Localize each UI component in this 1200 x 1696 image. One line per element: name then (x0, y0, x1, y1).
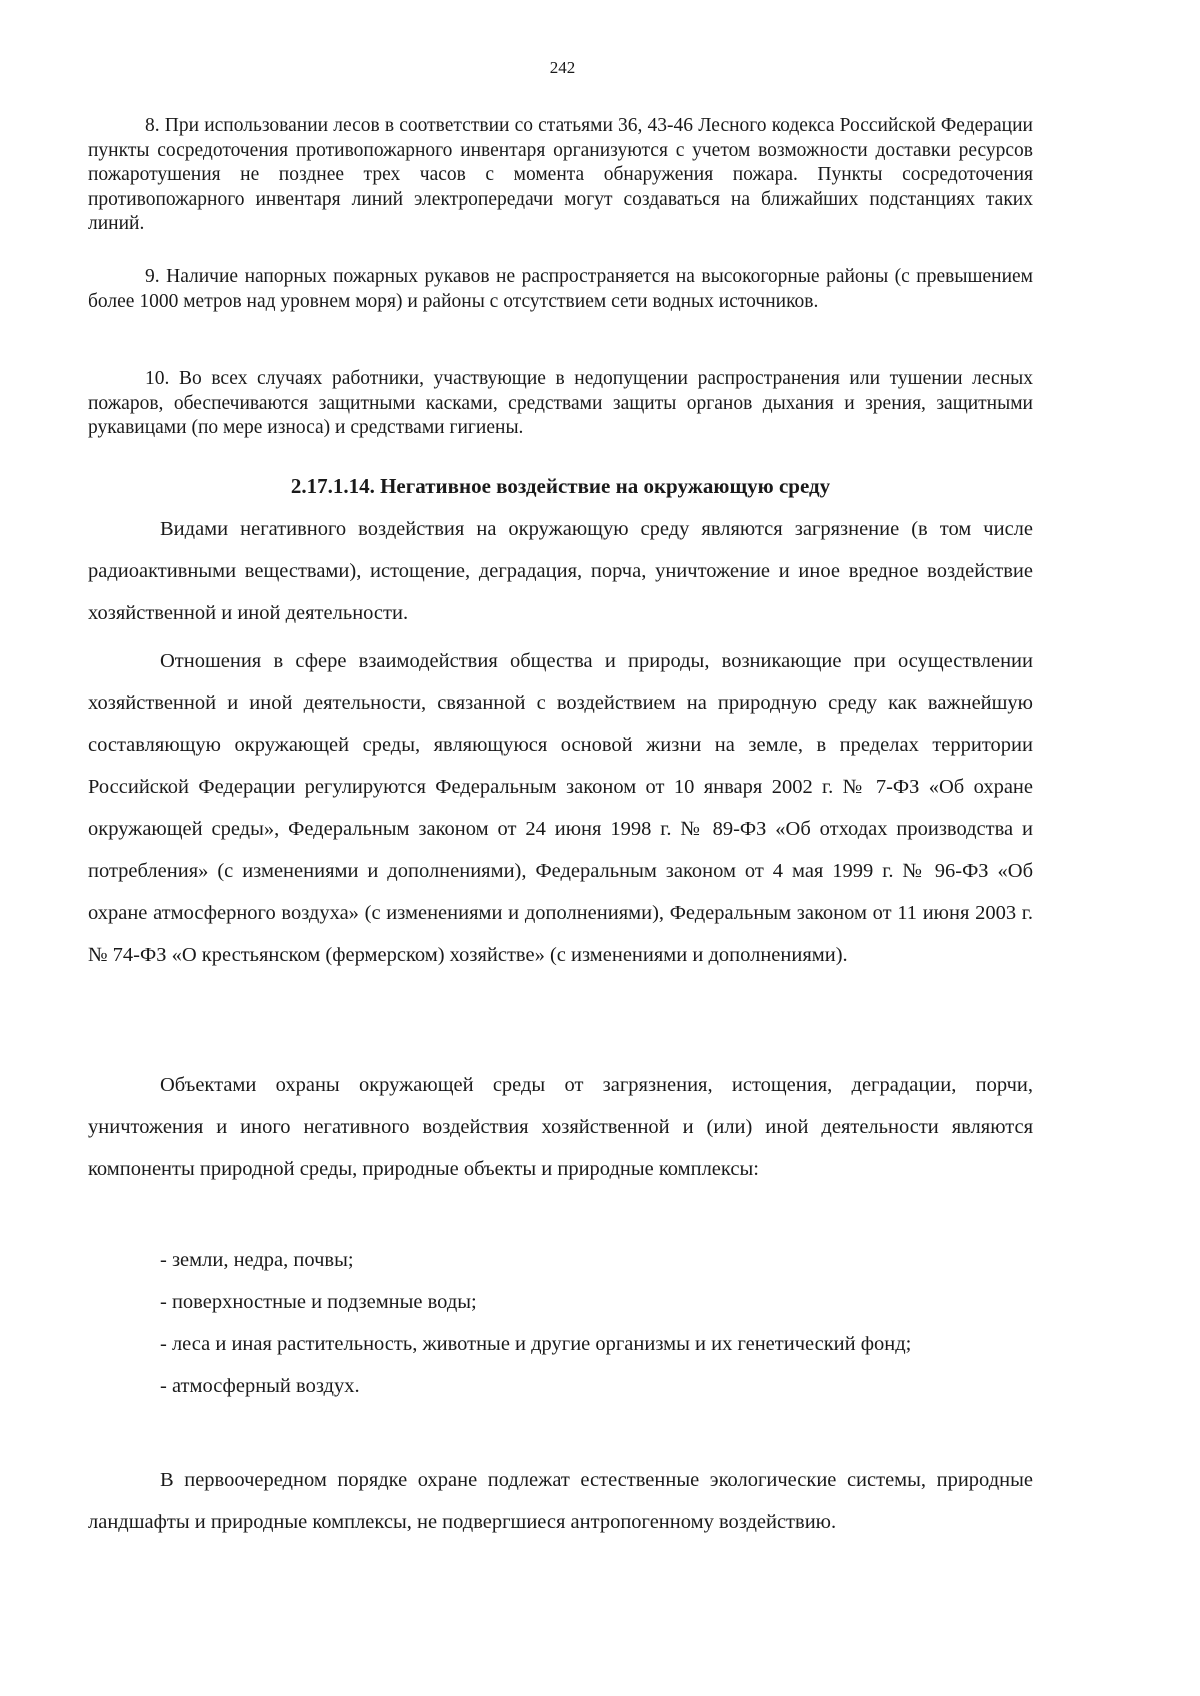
paragraph-legal-framework: Отношения в сфере взаимодействия общества и природы, возникающие при осуществлении хозяйственной и иной деятельности, связанной с воздействием на природную среду как важнейшую составляющую окружающей среды, являющуюся основой жизни на земле, в пределах территории Российской Федерации регулируются Федеральным законом от 10 января 2002 г. № 7-ФЗ «Об охране окружающей среды», Федеральным законом от 24 июня 1998 г. № 89-ФЗ «Об отходах производства и потребления» (с изменениями и дополнениями), Федеральным законом от 4 мая 1999 г. № 96-ФЗ «Об охране атмосферного воздуха» (с изменениями и дополнениями), Федеральным законом от 11 июня 2003 г. № 74-ФЗ «О крестьянском (фермерском) хозяйстве» (с изменениями и дополнениями). (88, 650, 1033, 966)
paragraph-item-8: 8. При использовании лесов в соответствии со статьями 36, 43-46 Лесного кодекса Российской Федерации пункты сосредоточения противопожарного инвентаря организуются с учетом возможности доставки ресурсов пожаротушения не позднее трех часов с момента обнаружения пожара. Пункты сосредоточения противопожарного инвентаря линий электропередачи могут создаваться на ближайших подстанциях таких линий. (88, 115, 1033, 234)
paragraph-item-10: 10. Во всех случаях работники, участвующие в недопущении распространения или тушении лесных пожаров, обеспечиваются защитными касками, средствами защиты органов дыхания и зрения, защитными рукавицами (по мере износа) и средствами гигиены. (88, 368, 1033, 438)
paragraph-priority-protection: В первоочередном порядке охране подлежат естественные экологические системы, природные ландшафты и природные комплексы, не подвергшиеся антропогенному воздействию. (88, 1469, 1033, 1533)
protection-objects-list (88, 1239, 1033, 1407)
paragraph-impact-types: Видами негативного воздействия на окружающую среду являются загрязнение (в том числе радиоактивными веществами), истощение, деградация, порча, уничтожение и иное вредное воздействие хозяйственной и иной деятельности. (88, 518, 1033, 624)
page-number: 242 (549, 58, 576, 77)
list-item: - атмосферный воздух. (160, 1375, 360, 1397)
list-item: - земли, недра, почвы; (160, 1249, 354, 1271)
paragraph-item-9: 9. Наличие напорных пожарных рукавов не распространяется на высокогорные районы (с превышением более 1000 метров над уровнем моря) и районы с отсутствием сети водных источников. (88, 266, 1033, 312)
paragraph-protection-objects: Объектами охраны окружающей среды от загрязнения, истощения, деградации, порчи, уничтожения и иного негативного воздействия хозяйственной и (или) иной деятельности являются компоненты природной среды, природные объекты и природные комплексы: (88, 1074, 1033, 1180)
list-item: - леса и иная растительность, животные и другие организмы и их генетический фонд; (160, 1333, 912, 1355)
section-heading: 2.17.1.14. Негативное воздействие на окружающую среду (290, 474, 831, 498)
list-item: - поверхностные и подземные воды; (160, 1291, 477, 1313)
